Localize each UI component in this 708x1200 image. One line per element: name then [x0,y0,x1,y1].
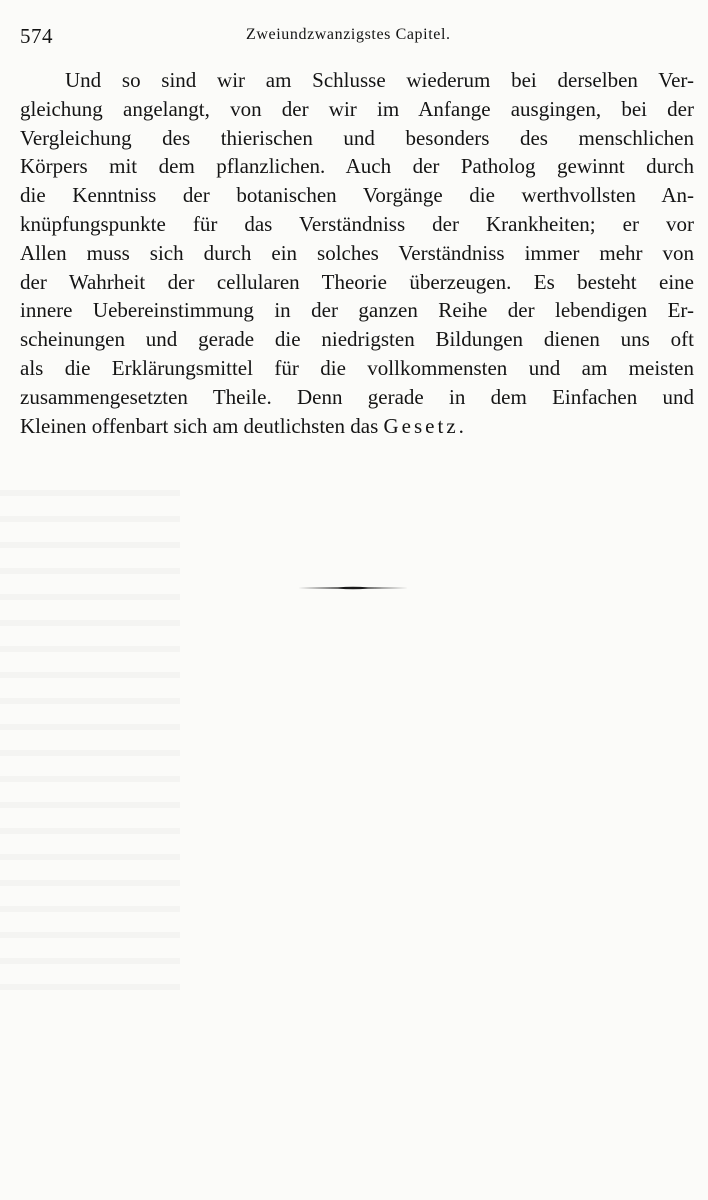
show-through-texture [0,470,180,990]
text-line: gleichung angelangt, von der wir im Anfange ausgingen, bei der [20,96,694,121]
text-line: Vergleichung des thierischen und besonders des menschlichen [20,125,694,150]
text-line-final [20,412,694,441]
text-line: scheinungen und gerade die niedrigsten Bildungen dienen uns oft [20,327,694,352]
text-line: innere Uebereinstimmung in der ganzen Reihe der lebendigen Er- [20,298,694,323]
text-line: der Wahrheit der cellularen Theorie überzeugen. Es besteht eine [20,269,694,294]
body-paragraph [20,66,694,440]
text-line: Und so sind wir am Schlusse wiederum bei derselben Ver- [65,68,694,92]
text-line: als die Erklärungsmittel für die vollkommensten und am meisten [20,355,694,380]
end-ornament-rule [298,585,408,591]
page-number: 574 [20,24,53,48]
text-line: Körpers mit dem pflanzlichen. Auch der Patholog gewinnt durch [20,154,694,179]
text-line: zusammengesetzten Theile. Denn gerade in dem Einfachen und [20,384,694,409]
running-head: Zweiundzwanzigstes Capitel. [246,26,451,43]
emphasized-word: Gesetz. [383,413,467,438]
text-line: knüpfungspunkte für das Verständniss der Krankheiten; er vor [20,211,694,236]
text-line-final-start: Kleinen offenbart sich am deutlichsten das [20,413,379,438]
text-line: Allen muss sich durch ein solches Verständniss immer mehr von [20,240,694,265]
text-line: die Kenntniss der botanischen Vorgänge die werthvollsten An- [20,183,694,208]
